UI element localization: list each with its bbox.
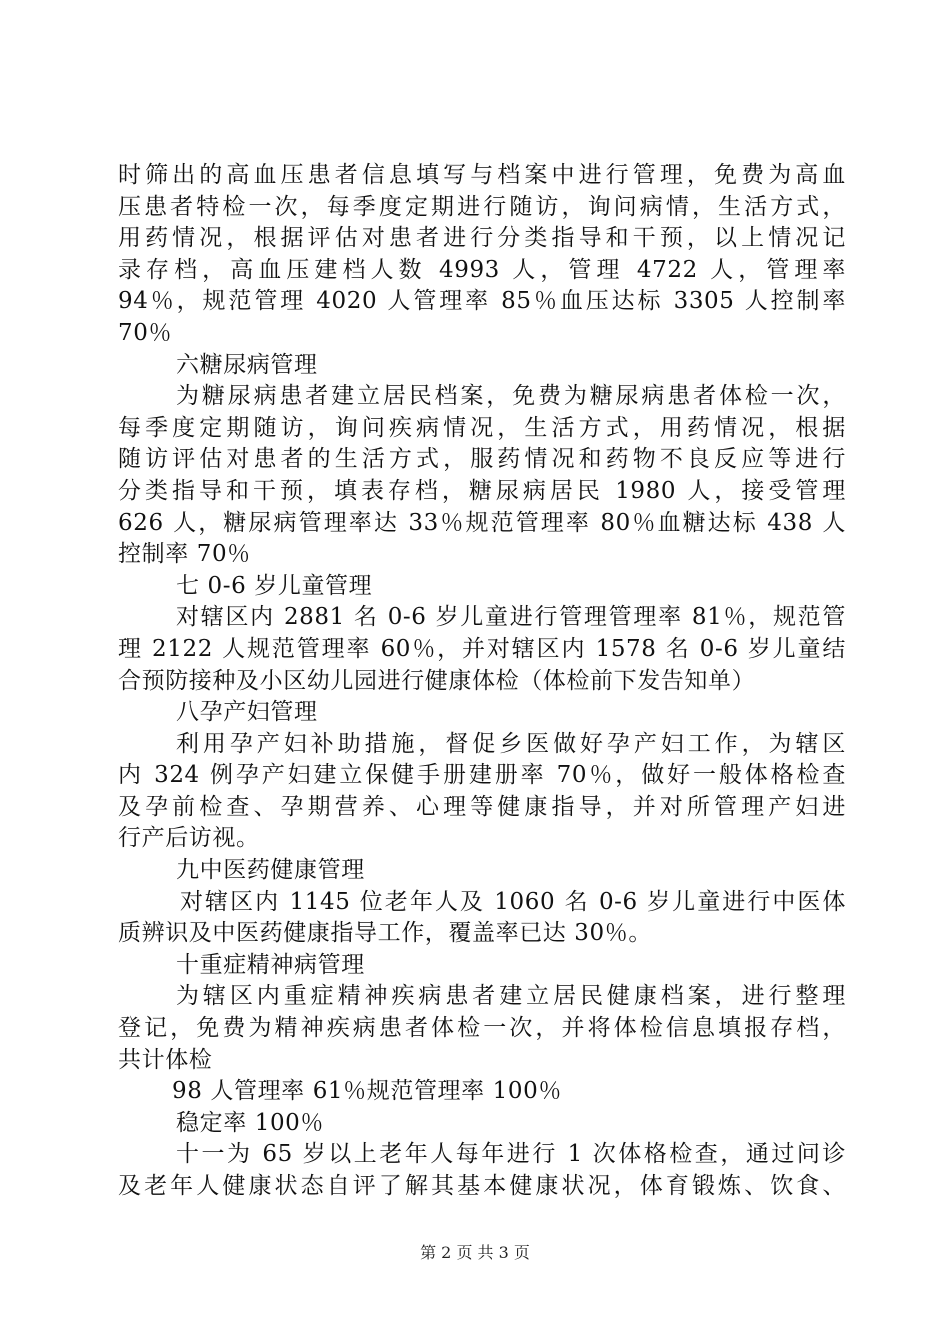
text-line: 为糖尿病患者建立居民档案，免费为糖尿病患者体检一次， [176, 383, 846, 410]
section-heading: 九中医药健康管理 [176, 857, 365, 884]
text-line: 时筛出的高血压患者信息填写与档案中进行管理，免费为高血 [118, 162, 846, 188]
text-line: 70％ [118, 319, 173, 346]
text-line: 登记，免费为精神疾病患者体检一次，并将体检信息填报存档， [118, 1015, 846, 1042]
text-line: 质辨识及中医药健康指导工作，覆盖率已达 30％。 [118, 920, 652, 947]
text-line: 626 人，糖尿病管理率达 33％规范管理率 80％血糖达标 438 人 [118, 509, 846, 536]
text-line: 共计体检 [118, 1046, 213, 1073]
text-line: 利用孕产妇补助措施，督促乡医做好孕产妇工作，为辖区 [176, 730, 846, 757]
text-line: 分类指导和干预，填表存档，糖尿病居民 1980 人，接受管理 [118, 477, 846, 504]
text-line: 及孕前检查、孕期营养、心理等健康指导，并对所管理产妇进 [118, 793, 846, 820]
text-line: 对辖区内 2881 名 0-6 岁儿童进行管理管理率 81％，规范管 [176, 604, 846, 631]
text-line: 98 人管理率 61％规范管理率 100％ [172, 1078, 562, 1105]
text-line: 十一为 65 岁以上老年人每年进行 1 次体格检查，通过问诊 [176, 1141, 846, 1168]
text-line: 行产后访视。 [118, 825, 260, 852]
text-line: 随访评估对患者的生活方式，服药情况和药物不良反应等进行 [118, 446, 846, 473]
text-line: 用药情况，根据评估对患者进行分类指导和干预，以上情况记 [118, 225, 846, 252]
text-line: 控制率 70％ [118, 541, 251, 568]
text-line: 94％，规范管理 4020 人管理率 85％血压达标 3305 人控制率 [118, 288, 846, 315]
document-body [118, 160, 846, 1203]
text-line: 为辖区内重症精神疾病患者建立居民健康档案，进行整理 [176, 983, 846, 1010]
section-heading: 十重症精神病管理 [176, 951, 365, 978]
text-line: 理 2122 人规范管理率 60％，并对辖区内 1578 名 0-6 岁儿童结 [118, 635, 846, 662]
section-heading: 六糖尿病管理 [176, 351, 318, 378]
text-line: 内 324 例孕产妇建立保健手册建册率 70％，做好一般体格检查 [118, 762, 846, 789]
text-line: 压患者特检一次，每季度定期进行随访，询问病情，生活方式， [118, 193, 846, 220]
text-line: 稳定率 100％ [176, 1109, 325, 1136]
section-heading: 八孕产妇管理 [176, 699, 318, 726]
text-line: 每季度定期随访，询问疾病情况，生活方式，用药情况，根据 [118, 414, 846, 441]
text-line: 对辖区内 1145 位老年人及 1060 名 0-6 岁儿童进行中医体 [180, 888, 846, 915]
section-heading: 七 0-6 岁儿童管理 [176, 572, 373, 599]
text-line: 合预防接种及小区幼儿园进行健康体检（体检前下发告知单） [118, 667, 756, 694]
text-line: 及老年人健康状态自评了解其基本健康状况，体育锻炼、饮食、 [118, 1173, 846, 1199]
text-line: 录存档，高血压建档人数 4993 人，管理 4722 人，管理率 [118, 256, 846, 283]
page-footer: 第 2 页 共 3 页 [420, 1243, 530, 1262]
